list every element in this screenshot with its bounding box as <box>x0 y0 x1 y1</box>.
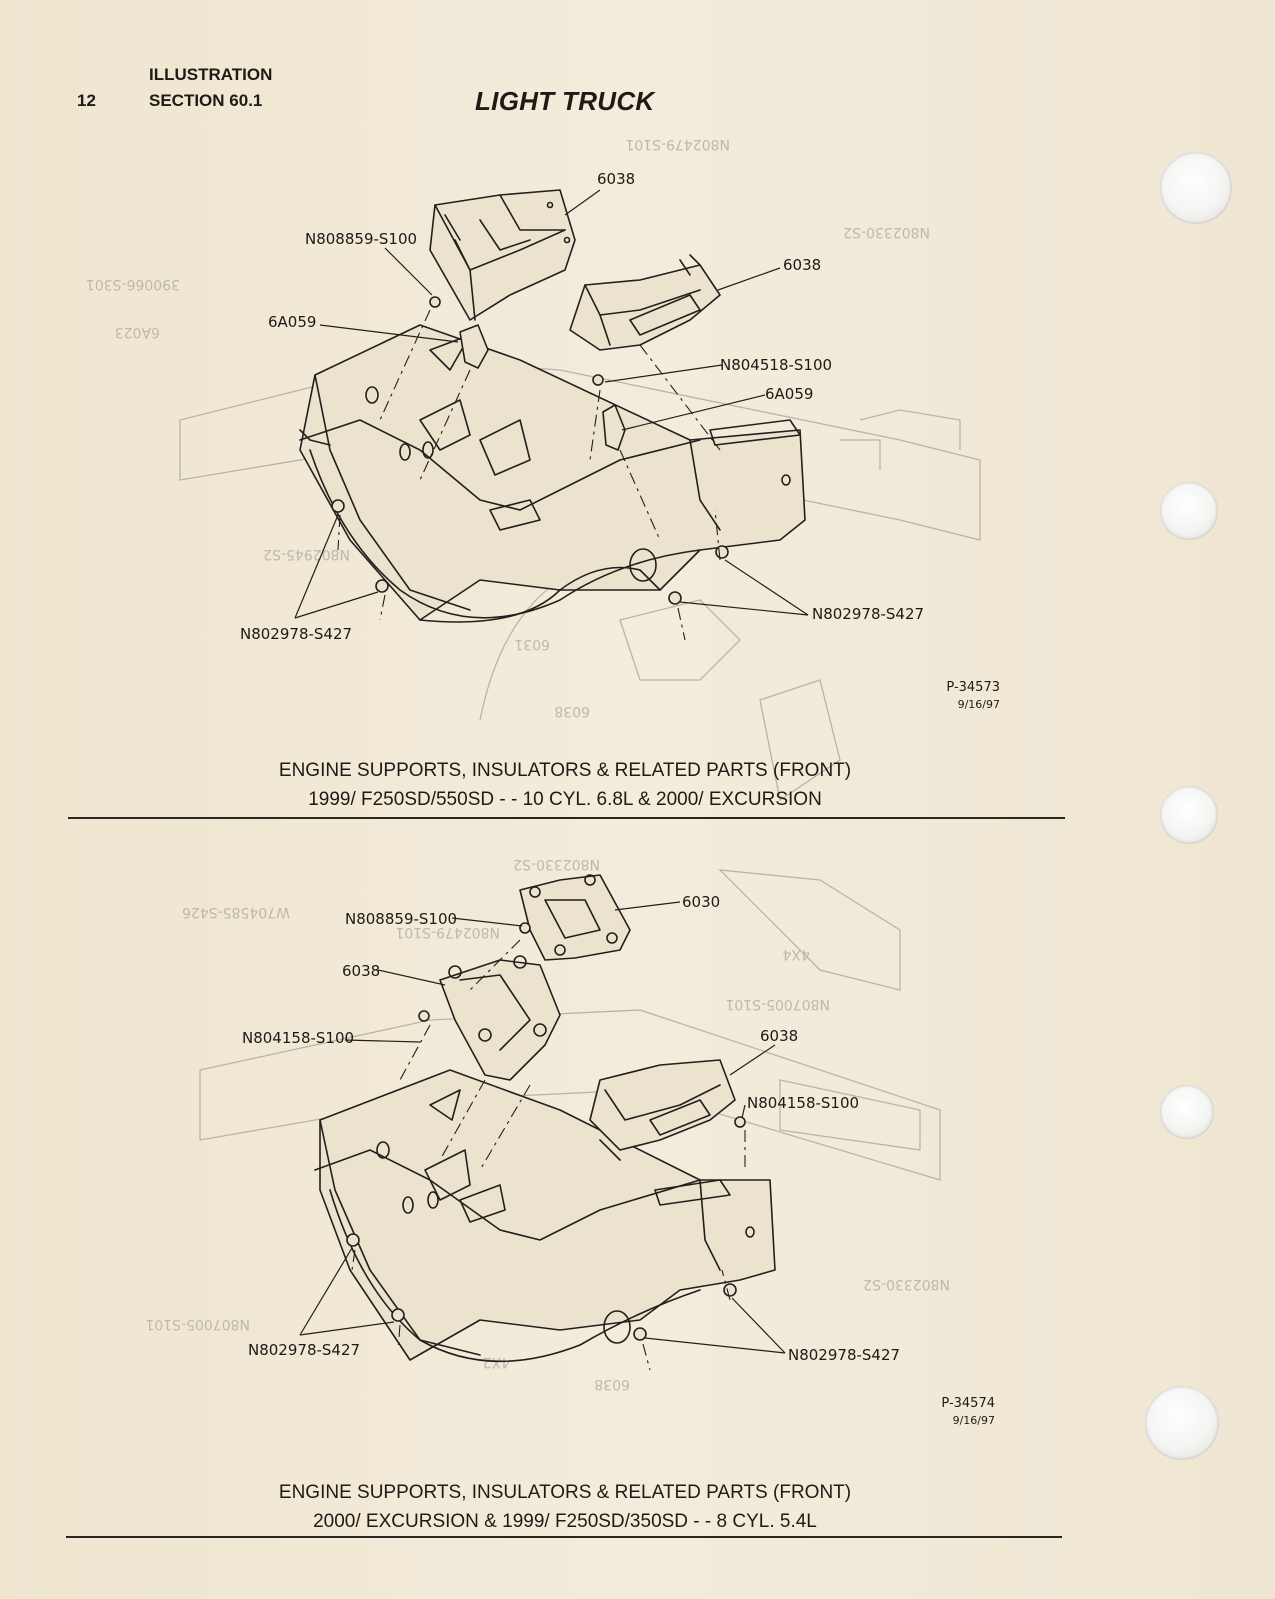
figure-1-caption <box>150 756 980 814</box>
page-title: LIGHT TRUCK <box>475 86 655 116</box>
part-label-6038-left-mount: 6038 <box>342 962 381 980</box>
figure-1-caption-line2: 1999/ F250SD/550SD - - 10 CYL. 6.8L & 2000/ EXCURSION <box>308 789 822 810</box>
figure-2-drawing <box>0 850 1275 1470</box>
section-label: ILLUSTRATION <box>149 65 273 84</box>
illustration-ref-number: P-34573 <box>946 680 1000 695</box>
figure-2 <box>0 850 1275 1570</box>
svg-text:N802479-S101: N802479-S101 <box>625 136 730 152</box>
part-label-nut-right: N802978-S427 <box>788 1346 901 1364</box>
svg-text:4X2: 4X2 <box>482 1354 510 1370</box>
svg-text:390066-S301: 390066-S301 <box>85 276 180 292</box>
illustration-ref-number: P-34574 <box>941 1396 995 1411</box>
right-engine-mount <box>570 255 720 350</box>
section-divider <box>68 817 1065 819</box>
left-engine-mount <box>430 190 575 320</box>
svg-text:N802945-S2: N802945-S2 <box>263 546 350 562</box>
svg-text:N802330-S2: N802330-S2 <box>513 856 600 872</box>
figure-1-drawing <box>0 120 1275 840</box>
figure-1-caption-line1: ENGINE SUPPORTS, INSULATORS & RELATED PARTS (FRONT) <box>278 760 852 781</box>
part-label-nut-right: N802978-S427 <box>812 605 925 623</box>
svg-text:6031: 6031 <box>514 636 550 652</box>
part-label-6038-right-mount: 6038 <box>783 256 822 274</box>
part-label-bolt-right: N804158-S100 <box>747 1094 860 1112</box>
svg-text:6A023: 6A023 <box>114 324 160 340</box>
illustration-ref-date: 9/16/97 <box>952 1414 995 1427</box>
figure-2-caption-line2: 2000/ EXCURSION & 1999/ F250SD/350SD - - 8 CYL. 5.4L <box>313 1511 817 1532</box>
part-label-6038-left-mount: 6038 <box>597 170 636 188</box>
part-label-bolt: N808859-S100 <box>305 230 418 248</box>
svg-text:N802330-S2: N802330-S2 <box>863 1276 950 1292</box>
illustration-ref-date: 9/16/97 <box>957 698 1000 711</box>
svg-text:N802479-S101: N802479-S101 <box>395 924 500 940</box>
page-number: 12 <box>77 91 96 110</box>
figure-2-caption-line1: ENGINE SUPPORTS, INSULATORS & RELATED PARTS (FRONT) <box>278 1482 852 1503</box>
part-label-nut-left: N802978-S427 <box>240 625 353 643</box>
part-label-6a059-left: 6A059 <box>268 313 317 331</box>
figure-2-caption <box>150 1478 980 1536</box>
svg-text:6038: 6038 <box>594 1376 630 1392</box>
left-engine-mount <box>440 956 560 1080</box>
svg-text:W704585-S426: W704585-S426 <box>182 904 290 920</box>
part-label-6038-right-mount: 6038 <box>760 1027 799 1045</box>
svg-text:N802330-S2: N802330-S2 <box>843 224 930 240</box>
part-label-bolt-left: N804158-S100 <box>242 1029 355 1047</box>
svg-text:4X4: 4X4 <box>782 946 810 962</box>
part-label-bolt-top: N808859-S100 <box>345 910 458 928</box>
part-label-nut-left: N802978-S427 <box>248 1341 361 1359</box>
part-label-6a059-right: 6A059 <box>765 385 814 403</box>
section-number: SECTION 60.1 <box>149 91 263 110</box>
engine-bracket <box>520 875 630 960</box>
part-label-6030: 6030 <box>682 893 721 911</box>
svg-text:N807005-S101: N807005-S101 <box>145 1316 250 1332</box>
svg-text:6038: 6038 <box>554 703 590 719</box>
svg-text:N807005-S101: N807005-S101 <box>725 996 830 1012</box>
part-label-bolt-right: N804518-S100 <box>720 356 833 374</box>
section-divider <box>66 1536 1062 1538</box>
figure-1 <box>0 120 1275 840</box>
